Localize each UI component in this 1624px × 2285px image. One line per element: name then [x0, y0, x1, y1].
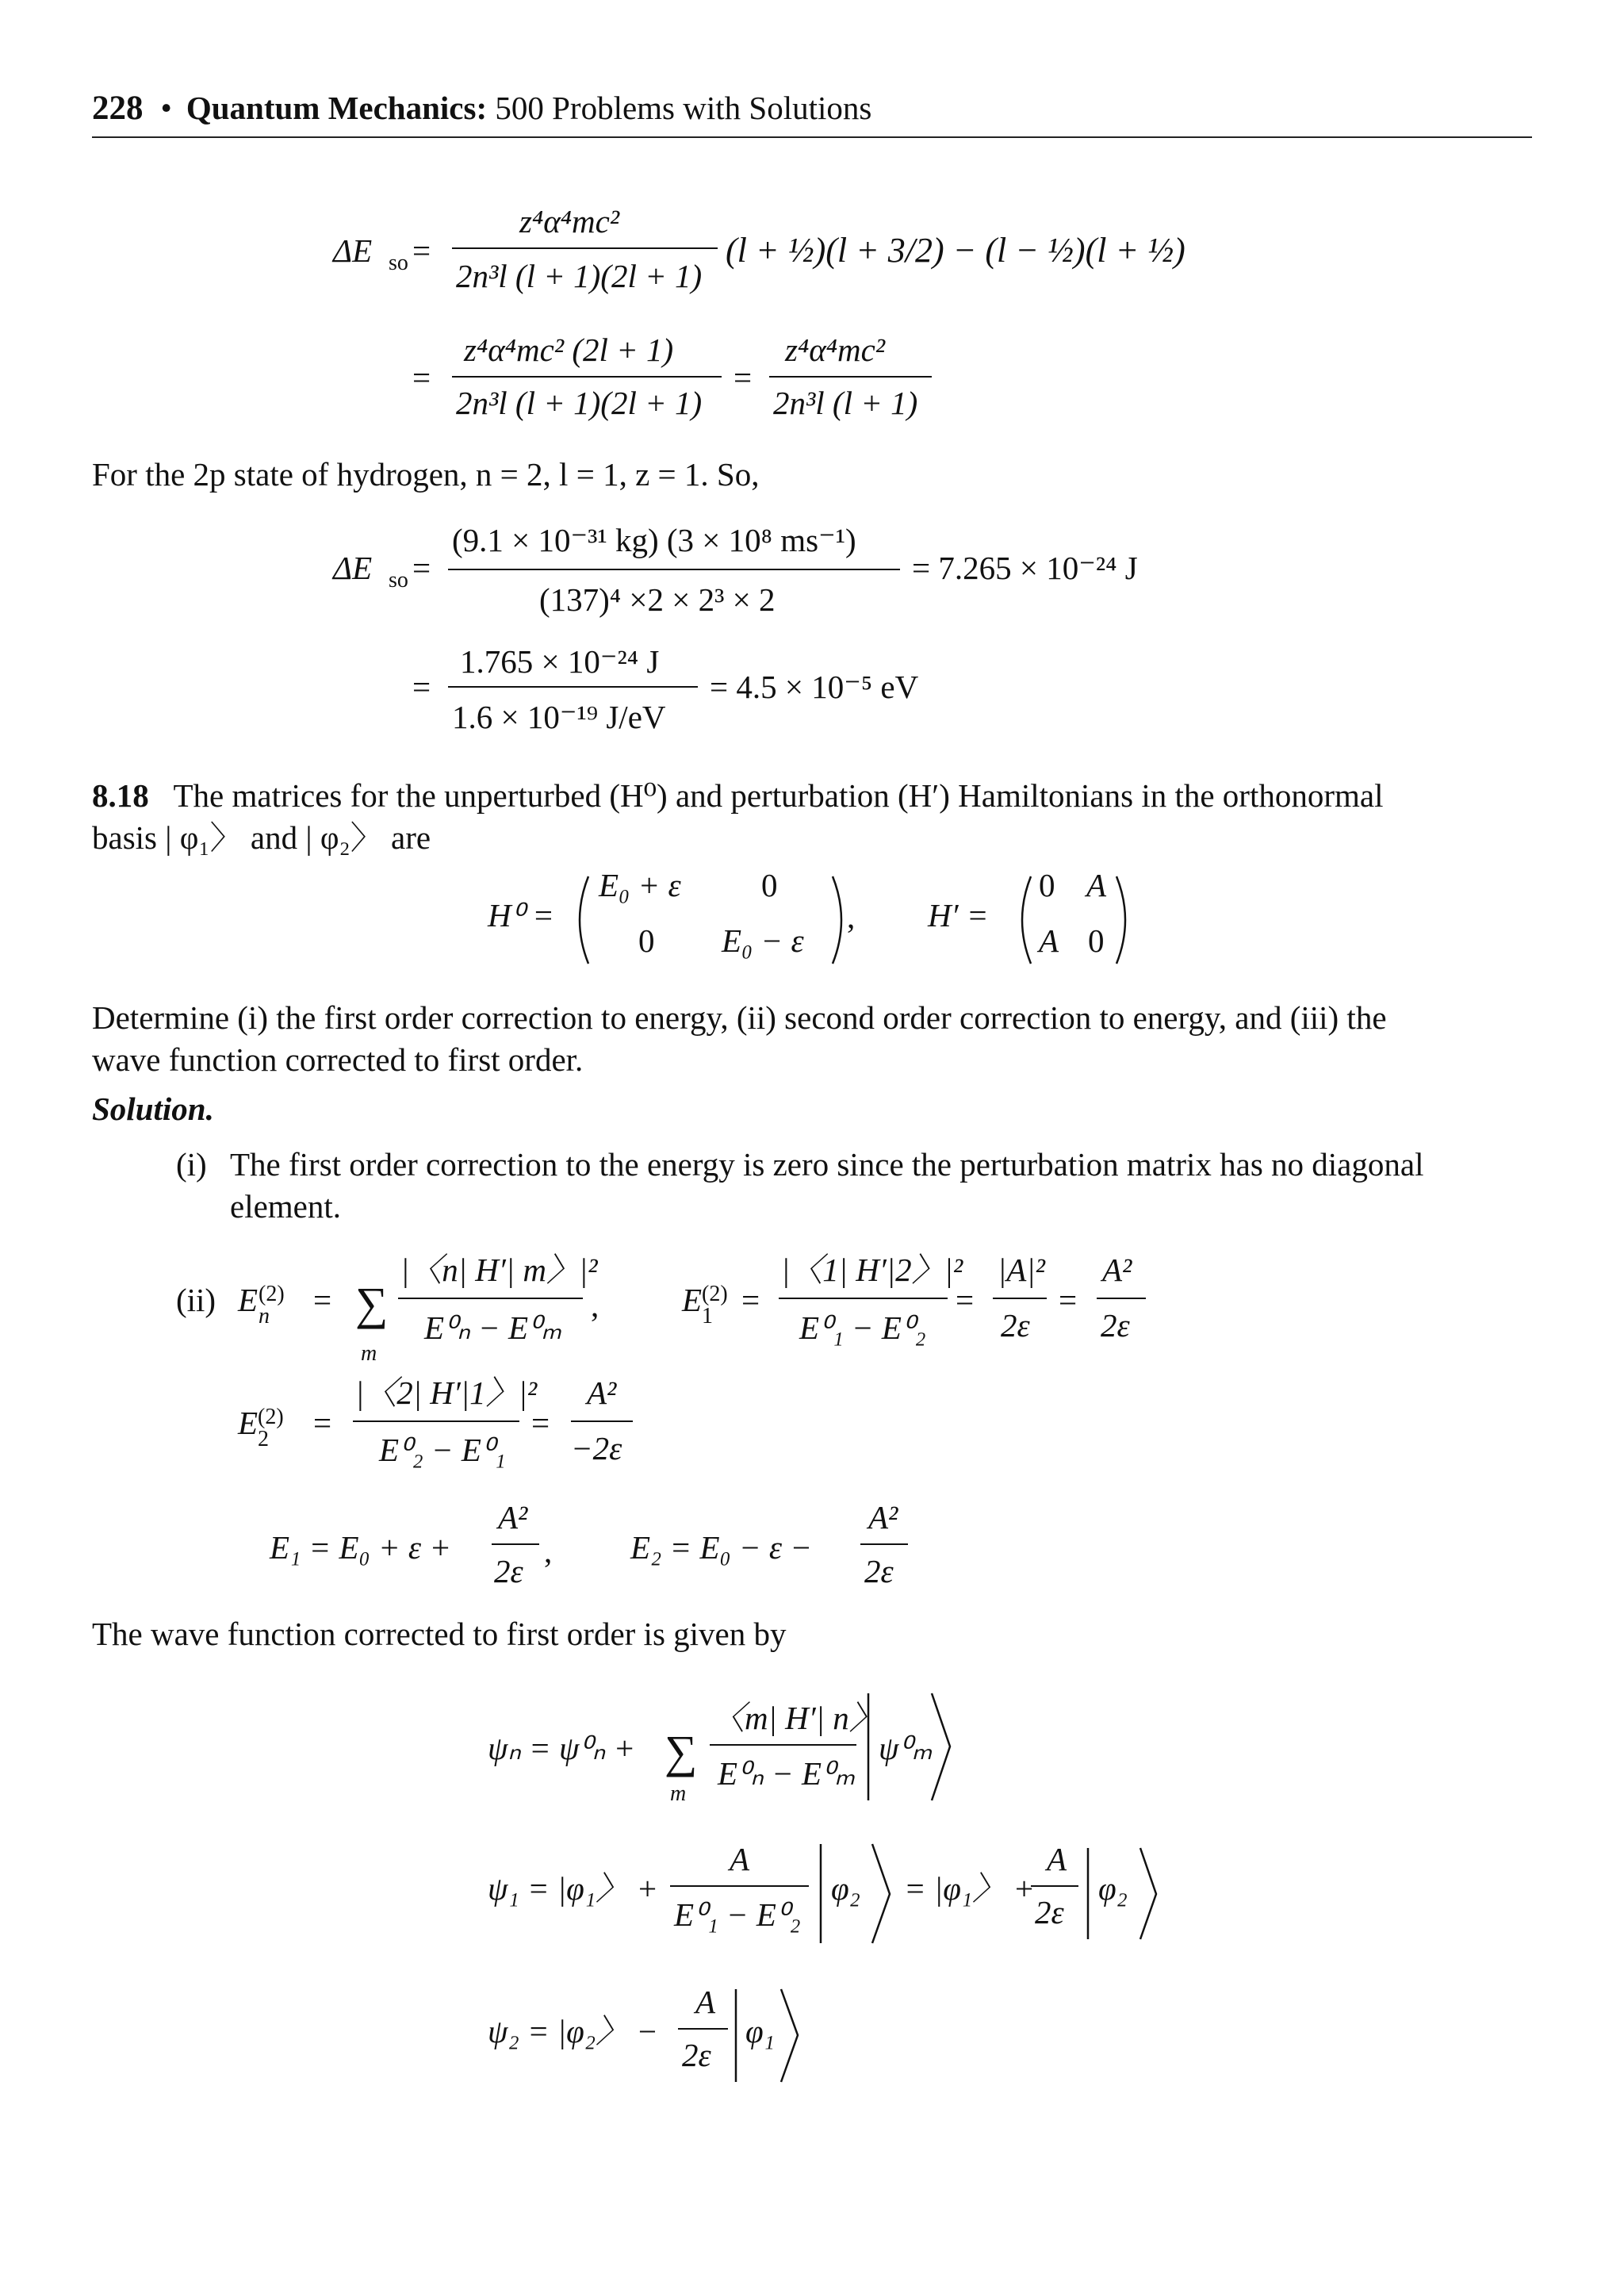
- hydrogen-intro-text: For the 2p state of hydrogen, n = 2, l = 1, z = 1. So,: [92, 456, 760, 493]
- ket-angle-3: [1140, 1848, 1156, 1939]
- E22-lhs: E: [238, 1405, 259, 1441]
- eso-result-J: = 7.265 × 10⁻²⁴ J: [912, 550, 1138, 586]
- psi-n-ket: ψ⁰ₘ: [879, 1730, 933, 1766]
- eso-num3: z⁴α⁴mc²: [785, 332, 886, 368]
- eq-sign-3: =: [733, 359, 753, 396]
- psi1-num2: A: [1047, 1841, 1067, 1877]
- E22-num2: A²: [587, 1374, 617, 1411]
- book-title-bold: Quantum Mechanics:: [186, 90, 488, 126]
- eq-sign-9: =: [1059, 1282, 1078, 1318]
- eq-sign-5: =: [412, 669, 431, 705]
- E12-sup: (2): [702, 1282, 728, 1306]
- eso-sub-2: so: [389, 568, 408, 592]
- comma-2: ,: [544, 1533, 553, 1570]
- part-i-label: (i): [176, 1146, 207, 1183]
- E22-sub: 2: [258, 1427, 269, 1451]
- psi1-den2: 2ε: [1035, 1894, 1064, 1930]
- eq-sign-11: =: [531, 1405, 550, 1441]
- psi1-den: E⁰₁ − E⁰₂: [674, 1896, 801, 1933]
- eso-den1: 2n³l (l + 1)(2l + 1): [456, 258, 703, 294]
- E22-sup: (2): [258, 1405, 284, 1429]
- H0-r2c1: 0: [638, 922, 655, 959]
- ket-angle-2: [872, 1844, 890, 1943]
- E12-sub: 1: [702, 1304, 713, 1328]
- E12-den3: 2ε: [1101, 1307, 1130, 1344]
- H0-label: H⁰ =: [488, 897, 554, 934]
- H0-r1c1: E₀ + ε: [599, 867, 681, 903]
- solution-heading: Solution.: [92, 1091, 214, 1127]
- problem-line-2: basis | φ₁〉 and | φ₂〉 are: [92, 819, 431, 856]
- En2-sub: n: [259, 1304, 270, 1328]
- eso-num-val: (9.1 × 10⁻³¹ kg) (3 × 10⁸ ms⁻¹): [452, 522, 856, 558]
- psi1-ket: φ₂: [831, 1870, 860, 1907]
- eq-sign-10: =: [313, 1405, 332, 1441]
- psi1-mid: = |φ₁〉 +: [904, 1870, 1036, 1907]
- psi-n-lhs: ψₙ = ψ⁰ₙ +: [488, 1730, 636, 1766]
- psi2-den: 2ε: [682, 2037, 711, 2073]
- En2-num: |〈n| H′| m〉|²: [400, 1252, 598, 1288]
- En2-sup: (2): [259, 1282, 285, 1306]
- E22-den: E⁰₂ − E⁰₁: [379, 1432, 506, 1468]
- E2-expr: E₂ = E₀ − ε −: [630, 1529, 813, 1566]
- E1-den: 2ε: [494, 1553, 523, 1589]
- eso-bracket: (l + ½)(l + 3/2) − (l − ½)(l + ½): [726, 231, 1185, 270]
- eso-result-eV: = 4.5 × 10⁻⁵ eV: [710, 669, 919, 705]
- En2-den: E⁰ₙ − E⁰ₘ: [424, 1309, 562, 1346]
- Hp-r2c2: 0: [1088, 922, 1105, 959]
- sum-sub-2: m: [670, 1781, 687, 1806]
- determine-line-2: wave function corrected to first order.: [92, 1041, 584, 1078]
- E12-num2: |A|²: [998, 1252, 1045, 1288]
- eq-sign-2: =: [412, 359, 431, 396]
- problem-number: 8.18: [92, 777, 149, 814]
- psi1-num: A: [730, 1841, 750, 1877]
- sum-sign-1: ∑: [355, 1278, 389, 1329]
- psi2-lhs: ψ₂ = |φ₂〉 −: [488, 2013, 659, 2049]
- eso-num2: z⁴α⁴mc² (2l + 1): [464, 332, 674, 368]
- psi1-lhs: ψ₁ = |φ₁〉 +: [488, 1870, 659, 1907]
- E1-num: A²: [498, 1499, 528, 1535]
- eq-sign-8: =: [956, 1282, 975, 1318]
- eso-den3: 2n³l (l + 1): [773, 385, 918, 421]
- E1-expr: E₁ = E₀ + ε +: [270, 1529, 452, 1566]
- psi2-num: A: [695, 1984, 716, 2020]
- problem-text-1: The matrices for the unperturbed (H⁰) and perturbation (H′) Hamiltonians in the orthonormal: [173, 777, 1384, 814]
- E12-den2: 2ε: [1001, 1307, 1030, 1344]
- E12-num: |〈1| H′|2〉|²: [781, 1252, 963, 1288]
- book-title-rest: 500 Problems with Solutions: [487, 90, 872, 126]
- eso-den-conv: 1.6 × 10⁻¹⁹ J/eV: [452, 699, 666, 735]
- header-bullet: •: [160, 90, 172, 126]
- sum-sign-2: ∑: [665, 1726, 698, 1777]
- H0-r1c2: 0: [761, 867, 778, 903]
- sum-sub-1: m: [361, 1341, 377, 1366]
- eso-lhs: ΔE: [333, 232, 373, 269]
- Hp-label: H′ =: [928, 897, 989, 934]
- determine-line-1: Determine (i) the first order correction to energy, (ii) second order correction to energy, and (iii) the: [92, 999, 1387, 1036]
- eso-num-conv: 1.765 × 10⁻²⁴ J: [460, 643, 660, 680]
- E2-num: A²: [868, 1499, 898, 1535]
- page-number: 228: [92, 90, 144, 127]
- Hp-r1c2: A: [1086, 867, 1107, 903]
- matrix-comma: ,: [847, 899, 856, 935]
- Hp-r2c1: A: [1039, 922, 1059, 959]
- eq-sign-4: =: [412, 550, 431, 586]
- psi1-ket2: φ₂: [1098, 1870, 1128, 1907]
- E2-den: 2ε: [864, 1553, 894, 1589]
- psi-n-num: 〈m| H′| n〉: [712, 1700, 882, 1736]
- eso-den2: 2n³l (l + 1)(2l + 1): [456, 385, 703, 421]
- E12-num3: A²: [1102, 1252, 1132, 1288]
- wave-intro-text: The wave function corrected to first order is given by: [92, 1616, 787, 1652]
- Hp-r1c1: 0: [1039, 867, 1055, 903]
- eso-num1: z⁴α⁴mc²: [519, 203, 620, 240]
- part-i-line-2: element.: [230, 1188, 342, 1225]
- E12-lhs: E: [682, 1282, 703, 1318]
- H0-r2c2: E₀ − ε: [722, 922, 804, 959]
- psi2-ket: φ₁: [745, 2013, 775, 2049]
- part-i-line-1: The first order correction to the energy is zero since the perturbation matrix has no diagonal: [230, 1146, 1424, 1183]
- ket-angle-1: [932, 1693, 950, 1800]
- ii-label: (ii): [176, 1282, 216, 1318]
- E22-num: |〈2| H′|1〉|²: [355, 1374, 538, 1411]
- eq-sign-7: =: [741, 1282, 760, 1318]
- E22-den2: −2ε: [571, 1430, 622, 1466]
- E12-den: E⁰₁ − E⁰₂: [799, 1309, 926, 1346]
- comma-1: ,: [591, 1287, 599, 1324]
- eso-sub: so: [389, 251, 408, 275]
- eq-sign-1: =: [412, 232, 431, 269]
- eso-den-val: (137)⁴ ×2 × 2³ × 2: [539, 581, 776, 618]
- ket-angle-4: [781, 1989, 798, 2082]
- eso-lhs-2: ΔE: [333, 550, 373, 586]
- eq-sign-6: =: [313, 1282, 332, 1318]
- En2-lhs: E: [238, 1282, 259, 1318]
- psi-n-den: E⁰ₙ − E⁰ₘ: [718, 1755, 856, 1792]
